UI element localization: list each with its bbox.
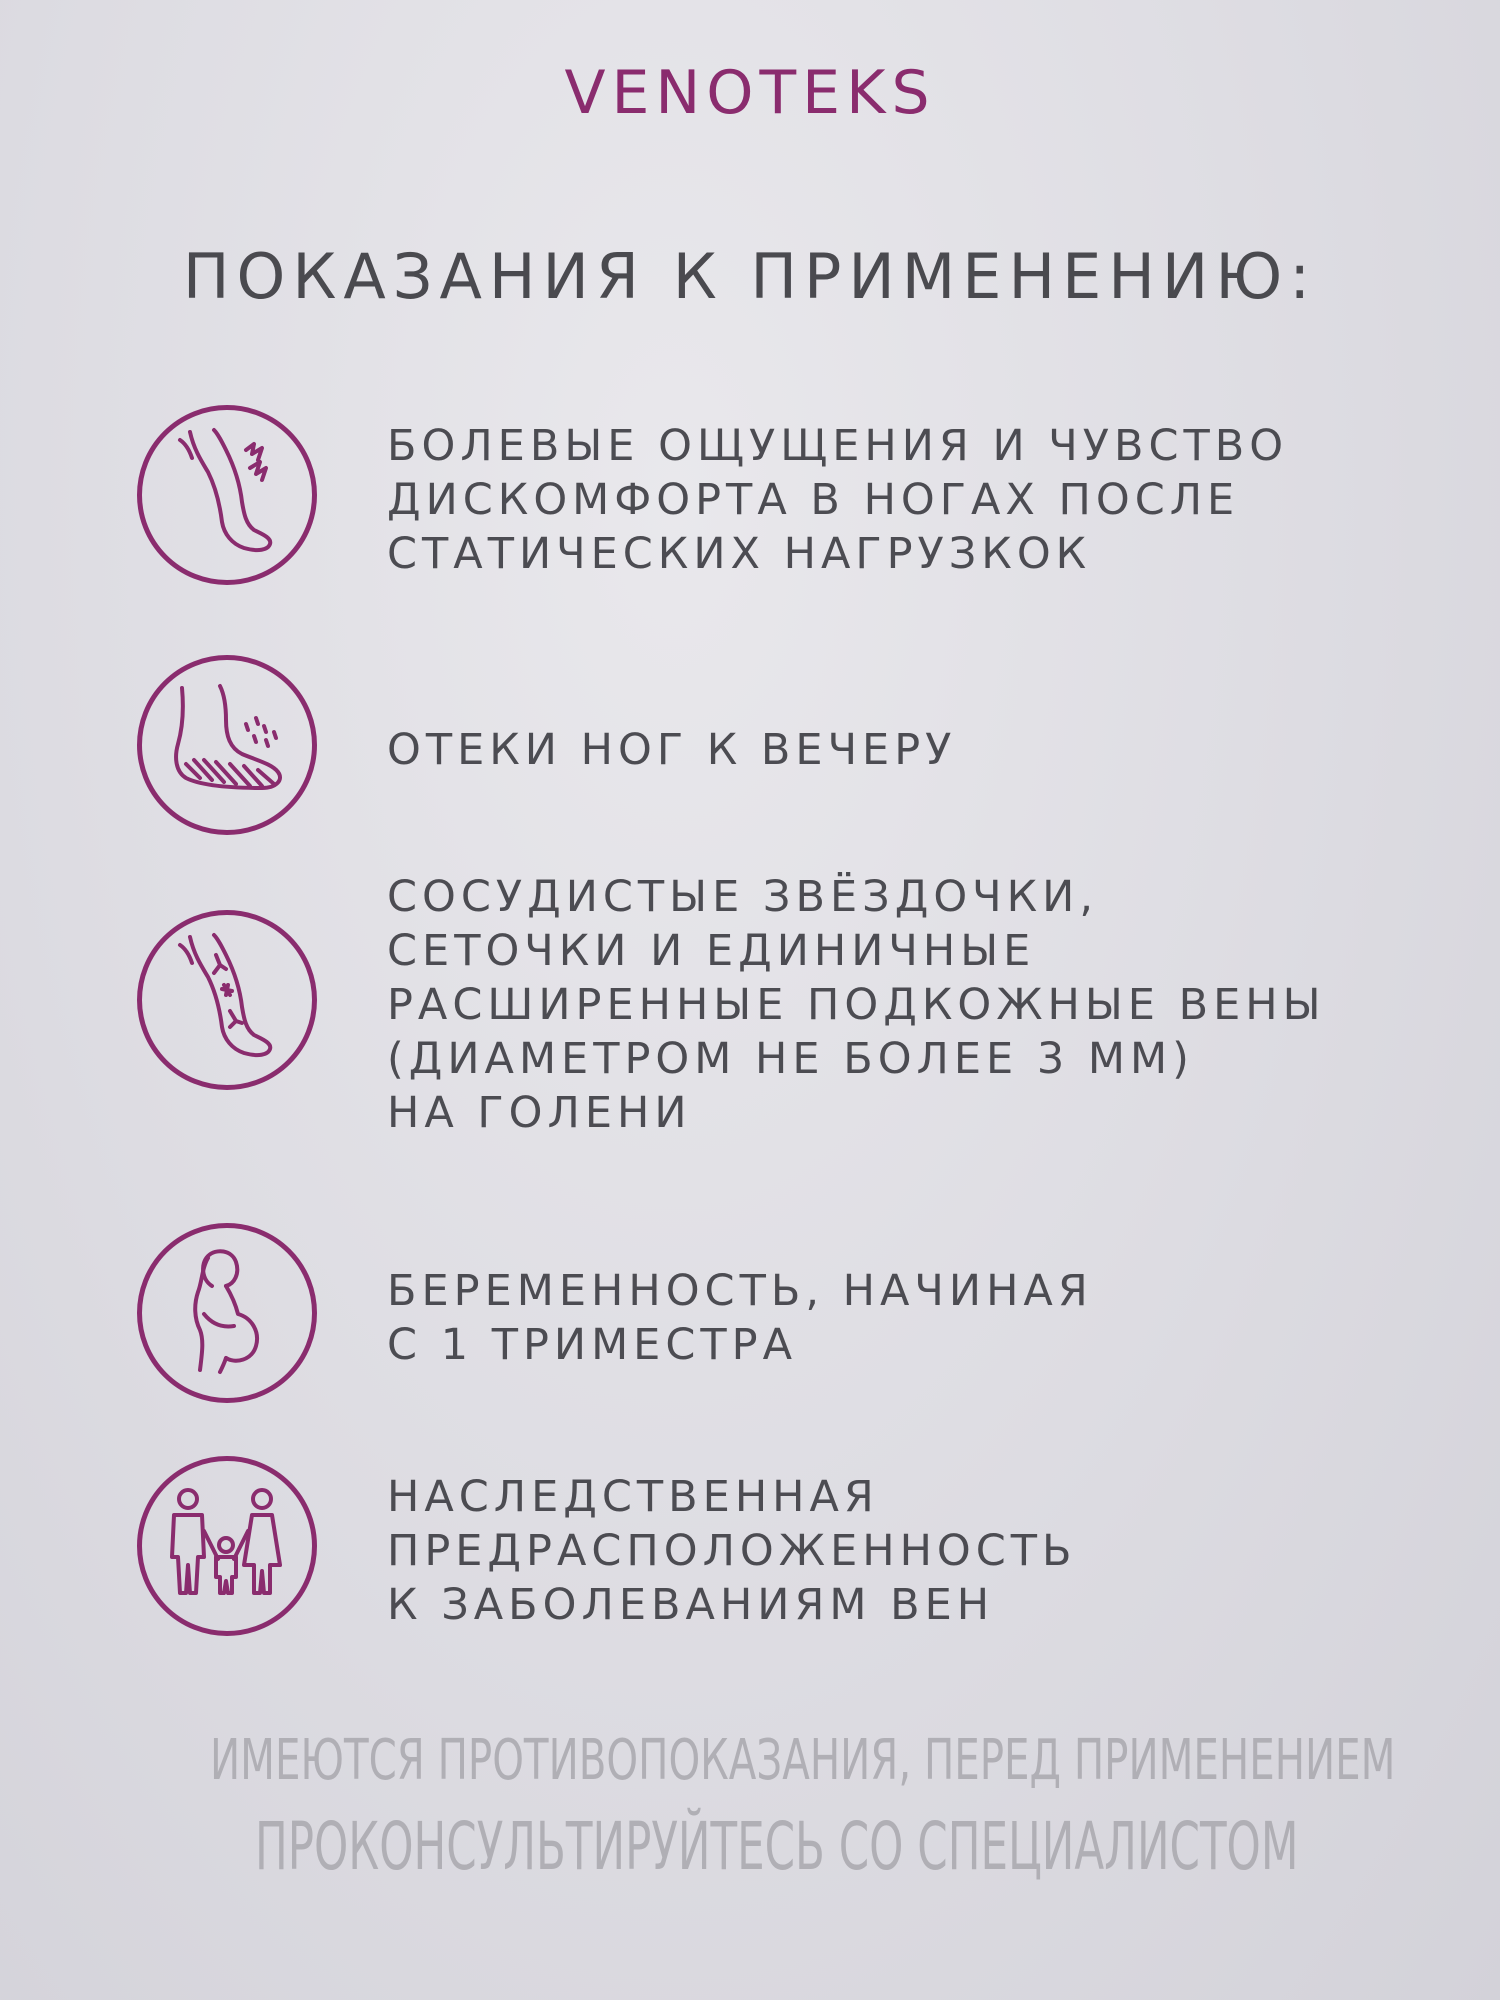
indication-text: ОТЕКИ НОГ К ВЕЧЕРУ <box>387 725 957 775</box>
indication-text: СОСУДИСТЫЕ ЗВЁЗДОЧКИ, СЕТОЧКИ И ЕДИНИЧНЫЕ РАСШИРЕННЫЕ ПОДКОЖНЫЕ ВЕНЫ (ДИАМЕТРОМ НЕ БОЛЕЕ 3 ММ) НА ГОЛЕНИ <box>387 872 1326 1138</box>
indication-text: НАСЛЕДСТВЕННАЯ ПРЕДРАСПОЛОЖЕННОСТЬ К ЗАБОЛЕВАНИЯМ ВЕН <box>387 1472 1077 1630</box>
pregnant-woman-icon <box>137 1223 317 1403</box>
page-title: ПОКАЗАНИЯ К ПРИМЕНЕНИЮ: <box>182 240 1318 313</box>
leg-veins-icon <box>137 910 317 1090</box>
indication-item <box>137 655 1417 845</box>
indication-text: БЕРЕМЕННОСТЬ, НАЧИНАЯ С 1 ТРИМЕСТРА <box>387 1266 1093 1370</box>
foot-swelling-icon <box>137 655 317 835</box>
family-icon <box>137 1456 317 1636</box>
indication-text: БОЛЕВЫЕ ОЩУЩЕНИЯ И ЧУВСТВО ДИСКОМФОРТА В НОГАХ ПОСЛЕ СТАТИЧЕСКИХ НАГРУЗКОК <box>387 421 1289 579</box>
disclaimer-line-2: ПРОКОНСУЛЬТИРУЙТЕСЬ СО СПЕЦИАЛИСТОМ <box>254 1808 1299 1885</box>
indication-item <box>137 1456 1417 1646</box>
leg-pain-icon <box>137 405 317 585</box>
indication-item <box>137 872 1417 1138</box>
brand-logo: VENOTEKS <box>564 58 936 128</box>
indication-item <box>137 405 1417 595</box>
indication-item <box>137 1223 1417 1413</box>
disclaimer-line-1: ИМЕЮТСЯ ПРОТИВОПОКАЗАНИЯ, ПЕРЕД ПРИМЕНЕНИЕМ <box>210 1728 1396 1793</box>
